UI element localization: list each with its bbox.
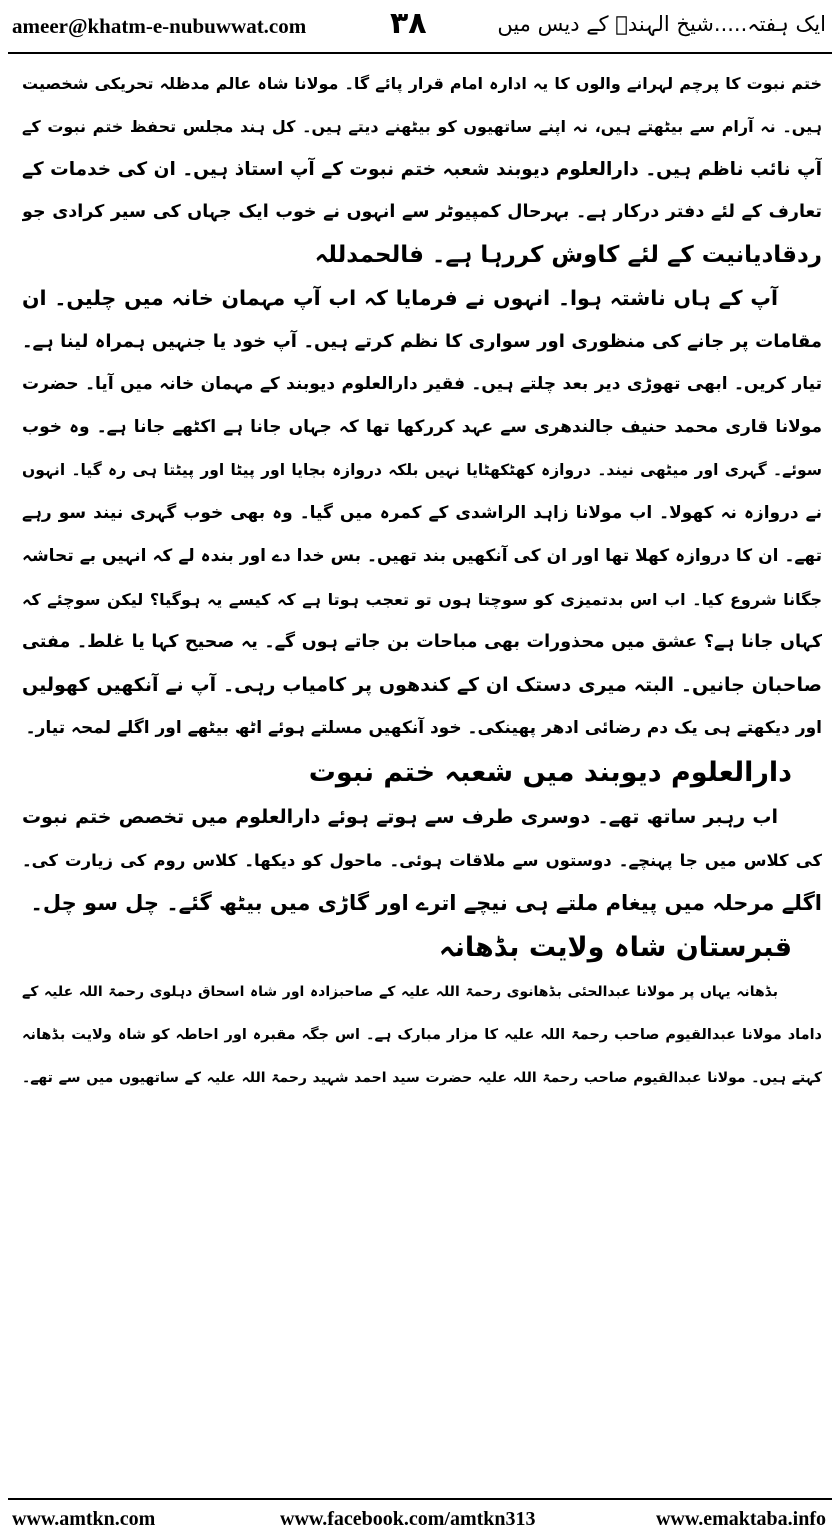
footer-rule <box>8 1498 832 1500</box>
page-header <box>0 0 840 52</box>
footer-link-emaktaba[interactable]: www.emaktaba.info <box>655 1508 826 1530</box>
text-line: صاحبان جانیں۔ البتہ میری دستک ان کے کندھوں پر کامیاب رہی۔ آپ نے آنکھیں کھولیں <box>22 674 822 696</box>
text-line: جگانا شروع کیا۔ اب اس بدتمیزی کو سوچتا ہوں تو تعجب ہوتا ہے کہ کیسے یہ ہوگیا؟ لیکن سوچئے کہ <box>22 590 822 609</box>
text-line: کہاں جانا ہے؟ عشق میں محذورات بھی مباحات بن جاتے ہوں گے۔ یہ صحیح کہا یا غلط۔ مفتی <box>22 632 822 652</box>
header-rule <box>8 52 832 54</box>
running-title: ایک ہفتہ.....شیخ الہندؒ کے دیس میں <box>497 12 826 36</box>
text-line: مقامات پر جانے کی منظوری اور سواری کا نظم کرتے ہیں۔ آپ خود یا جنہیں ہمراہ لینا ہے۔ <box>22 331 822 352</box>
text-line: کی کلاس میں جا پہنچے۔ دوستوں سے ملاقات ہوئی۔ ماحول کو دیکھا۔ کلاس روم کی زیارت کی۔ <box>22 851 822 870</box>
text-line: اب رہبر ساتھ تھے۔ دوسری طرف سے ہوتے ہوئے دارالعلوم میں تخصص ختم نبوت <box>22 806 778 828</box>
text-line: داماد مولانا عبدالقیوم صاحب رحمۃ اللہ علیہ کا مزار مبارک ہے۔ اس جگہ مقبرہ اور احاطہ کو شاہ ولایت بڈھانہ <box>22 1027 822 1043</box>
text-line: سوئے۔ گہری اور میٹھی نیند۔ دروازہ کھٹکھٹایا نہیں بلکہ دروازہ بجایا اور پیٹا اور پیٹتا ہی رہ گیا۔ انہوں <box>22 461 822 479</box>
text-line: تعارف کے لئے دفتر درکار ہے۔ بہرحال کمپیوٹر سے انہوں نے خوب ایک جہاں کی سیر کرادی جو <box>22 202 822 222</box>
text-line: تھے۔ ان کا دروازہ کھلا تھا اور ان کی آنکھیں بند تھیں۔ بس خدا دے اور بندہ لے کہ انہیں بے تحاشہ <box>22 546 822 566</box>
page-footer <box>0 1506 840 1536</box>
page-body <box>22 62 822 1100</box>
text-line: نے دروازہ نہ کھولا۔ اب مولانا زاہد الراشدی کے کمرہ میں گیا۔ وہ بھی خوب گہری نیند سو رہے <box>22 503 822 523</box>
text-line: کہتے ہیں۔ مولانا عبدالقیوم صاحب رحمۃ اللہ علیہ حضرت سید احمد شہید رحمۃ اللہ علیہ کے ساتھیوں میں سے تھے۔ <box>22 1070 822 1086</box>
page-number: ۳۸ <box>390 6 427 41</box>
text-line: ردقادیانیت کے لئے کاوش کررہا ہے۔ فالحمدللہ <box>314 242 822 268</box>
text-line: آپ نائب ناظم ہیں۔ دارالعلوم دیوبند شعبہ ختم نبوت کے آپ استاذ ہیں۔ ان کی خدمات کے <box>22 159 822 180</box>
text-line: بڈھانہ یہاں پر مولانا عبدالحئی بڈھانوی رحمۃ اللہ علیہ کے صاحبزادہ اور شاہ اسحاق دہلوی رحمۃ اللہ علیہ کے <box>22 984 778 1000</box>
text-line: ختم نبوت کا پرچم لہرانے والوں کا یہ ادارہ امام قرار پائے گا۔ مولانا شاہ عالم مدظلہ تحریکی شخصیت <box>22 74 822 93</box>
footer-link-amtkn[interactable]: www.amtkn.com <box>12 1508 156 1530</box>
section-heading: دارالعلوم دیوبند میں شعبہ ختم نبوت <box>308 757 792 788</box>
footer-link-facebook[interactable]: www.facebook.com/amtkn313 <box>280 1508 536 1530</box>
text-line: ہیں۔ نہ آرام سے بیٹھتے ہیں، نہ اپنے ساتھیوں کو بیٹھنے دیتے ہیں۔ کل ہند مجلس تحفظ ختم نبوت کے <box>22 117 822 136</box>
header-email: ameer@khatm-e-nubuwwat.com <box>12 14 307 38</box>
text-line: مولانا قاری محمد حنیف جالندھری سے عہد کررکھا تھا کہ جہاں جانا ہے اکٹھے جانا ہے۔ وہ خوب <box>22 417 822 437</box>
text-line: اور دیکھتے ہی یک دم رضائی ادھر پھینکی۔ خود آنکھیں مسلتے ہوئے اٹھ بیٹھے اور اگلے لمحہ تیار۔ <box>25 718 822 738</box>
text-line: آپ کے ہاں ناشتہ ہوا۔ انہوں نے فرمایا کہ اب آپ مہمان خانہ میں چلیں۔ ان <box>22 286 778 310</box>
text-line: تیار کریں۔ ابھی تھوڑی دیر بعد چلتے ہیں۔ فقیر دارالعلوم دیوبند کے مہمان خانہ میں آیا۔ حضرت <box>22 374 822 394</box>
text-line: اگلے مرحلہ میں پیغام ملتے ہی نیچے اترے اور گاڑی میں بیٹھ گئے۔ چل سو چل۔ <box>30 891 822 915</box>
section-heading: قبرستان شاہ ولایت بڈھانہ <box>438 932 792 963</box>
